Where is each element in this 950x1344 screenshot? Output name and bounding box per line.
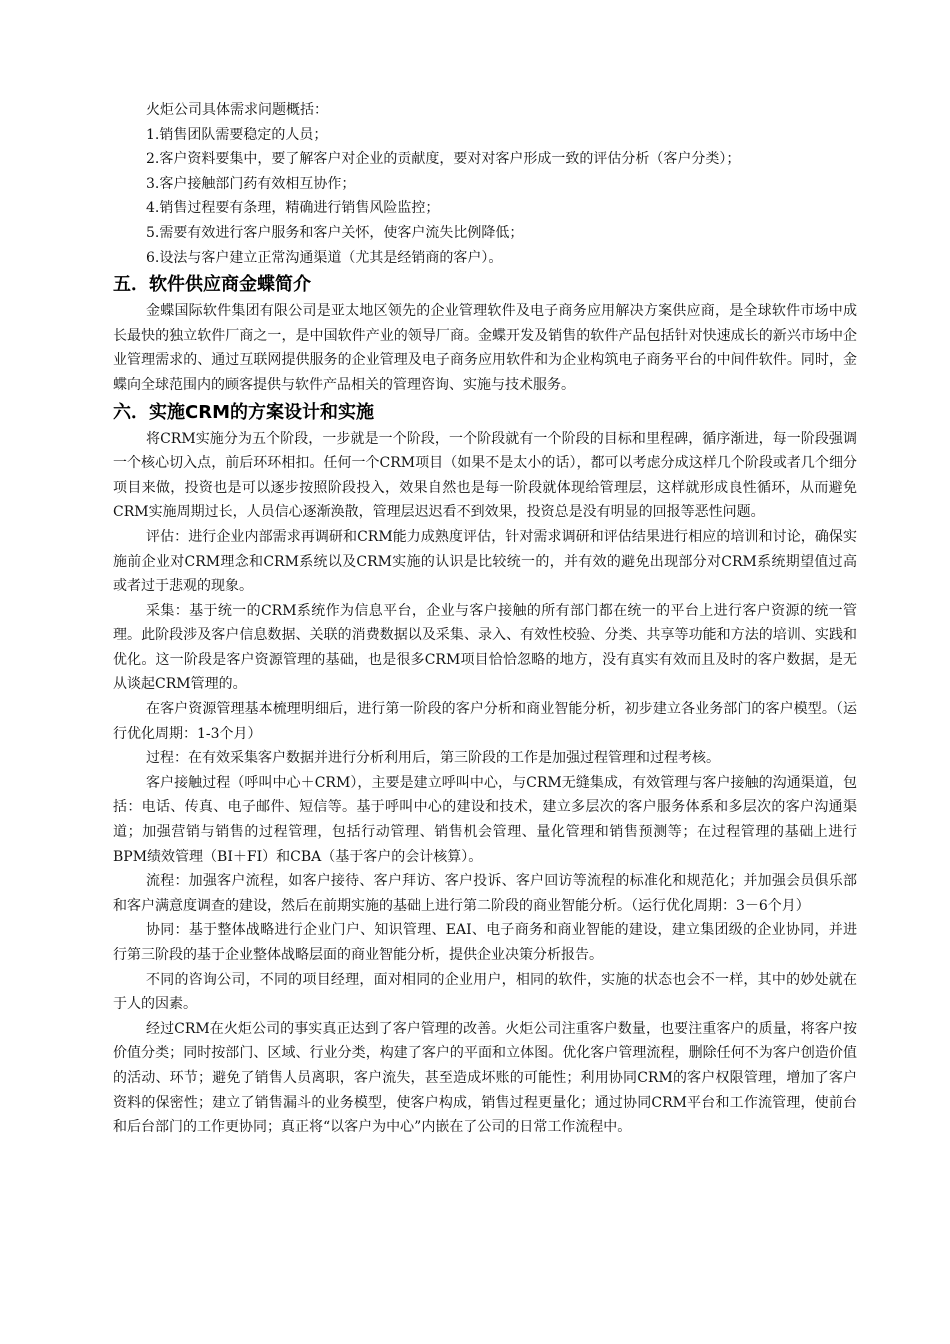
paragraph: 将CRM实施分为五个阶段，一步就是一个阶段，一个阶段就有一个阶段的目标和里程碑，循序渐进，每一阶段强调一个核心切入点，前后环环相扣。任何一个CRM项目（如果不是太小的话），都可以考虑分成这样几个阶段或者几个细分项目来做，投资也是可以逐步按照阶段投入，效果自然也是每一阶段就体现给管理层，这样就形成良性循环，从而避免CRM实施周期过长，人员信心逐渐涣散，管理层迟迟看不到效果，投资总是没有明显的回报等恶性问题。 — [113, 430, 857, 521]
requirement-item: 1.销售团队需要稳定的人员； — [146, 126, 328, 143]
paragraph: 金蝶国际软件集团有限公司是亚太地区领先的企业管理软件及电子商务应用解决方案供应商，是全球软件市场中成长最快的独立软件厂商之一，是中国软件产业的领导厂商。金蝶开发及销售的软件产品包括针对快速成长的新兴市场中企业管理需求的、通过互联网提供服务的企业管理及电子商务应用软件和为企业构筑电子商务平台的中间件软件。同时，金蝶向全球范围内的顾客提供与软件产品相关的管理咨询、实施与技术服务。 — [113, 303, 857, 393]
paragraph: 过程：在有效采集客户数据并进行分析利用后，第三阶段的工作是加强过程管理和过程考核。 — [146, 750, 720, 767]
paragraph: 流程：加强客户流程，如客户接待、客户拜访、客户投诉、客户回访等流程的标准化和规范化；并加强会员俱乐部和客户满意度调查的建设，然后在前期实施的基础上进行第二阶段的商业智能分析。（运行优化周期：3－6个月） — [113, 873, 857, 914]
paragraph: 经过CRM在火炬公司的事实真正达到了客户管理的改善。火炬公司注重客户数量，也要注重客户的质量，将客户按价值分类；同时按部门、区域、行业分类，构建了客户的平面和立体图。优化客户管理流程，删除任何不为客户创造价值的活动、环节；避免了销售人员离职，客户流失，甚至造成坏账的可能性；利用协同CRM的客户权限管理，增加了客户资料的保密性；建立了销售漏斗的业务模型，使客户构成，销售过程更量化；通过协同CRM平台和工作流管理，使前台和后台部门的工作更协同；真正将“以客户为中心”内嵌在了公司的日常工作流程中。 — [113, 1020, 857, 1136]
document-body — [113, 98, 857, 1140]
paragraph: 采集：基于统一的CRM系统作为信息平台，企业与客户接触的所有部门都在统一的平台上进行客户资源的统一管理。此阶段涉及客户信息数据、关联的消费数据以及采集、录入、有效性校验、分类、共享等功能和方法的培训、实践和优化。这一阶段是客户资源管理的基础，也是很多CRM项目恰恰忽略的地方，没有真实有效而且及时的客户数据，是无从谈起CRM管理的。 — [113, 602, 857, 693]
requirement-item: 4.销售过程要有条理，精确进行销售风险监控； — [146, 200, 440, 217]
requirements-intro: 火炬公司具体需求问题概括： — [146, 102, 328, 118]
paragraph: 不同的咨询公司，不同的项目经理，面对相同的企业用户，相同的软件，实施的状态也会不一样，其中的妙处就在于人的因素。 — [113, 971, 857, 1013]
paragraph: 协同：基于整体战略进行企业门户、知识管理、EAI、电子商务和商业智能的建设，建立集团级的企业协同，并进行第三阶段的基于企业整体战略层面的商业智能分析，提供企业决策分析报告。 — [113, 922, 857, 963]
section-heading-crm-implementation: 六．实施CRM的方案设计和实施 — [113, 401, 374, 423]
paragraph: 客户接触过程（呼叫中心＋CRM），主要是建立呼叫中心，与CRM无缝集成，有效管理与客户接触的沟通渠道，包括：电话、传真、电子邮件、短信等。基于呼叫中心的建设和技术，建立多层次的客户服务体系和多层次的客户沟通渠道；加强营销与销售的过程管理，包括行动管理、销售机会管理、量化管理和销售预测等；在过程管理的基础上进行BPM绩效管理（BI＋FI）和CBA（基于客户的会计核算）。 — [113, 774, 857, 865]
requirement-item: 2.客户资料要集中，要了解客户对企业的贡献度，要对对客户形成一致的评估分析（客户分类）； — [146, 151, 741, 168]
paragraph: 评估：进行企业内部需求再调研和CRM能力成熟度评估，针对需求调研和评估结果进行相应的培训和讨论，确保实施前企业对CRM理念和CRM系统以及CRM实施的认识是比较统一的，并有效的避免出现部分对CRM系统期望值过高或者过于悲观的现象。 — [113, 528, 857, 595]
requirement-item: 5.需要有效进行客户服务和客户关怀，使客户流失比例降低； — [146, 224, 524, 241]
section-heading-kingdee: 五．软件供应商金蝶简介 — [113, 274, 311, 296]
requirement-item: 6.设法与客户建立正常沟通渠道（尤其是经销商的客户）。 — [146, 249, 503, 266]
requirement-item: 3.客户接触部门药有效相互协作； — [146, 175, 356, 192]
paragraph: 在客户资源管理基本梳理明细后，进行第一阶段的客户分析和商业智能分析，初步建立各业务部门的客户模型。（运行优化周期：1-3个月） — [113, 701, 857, 742]
